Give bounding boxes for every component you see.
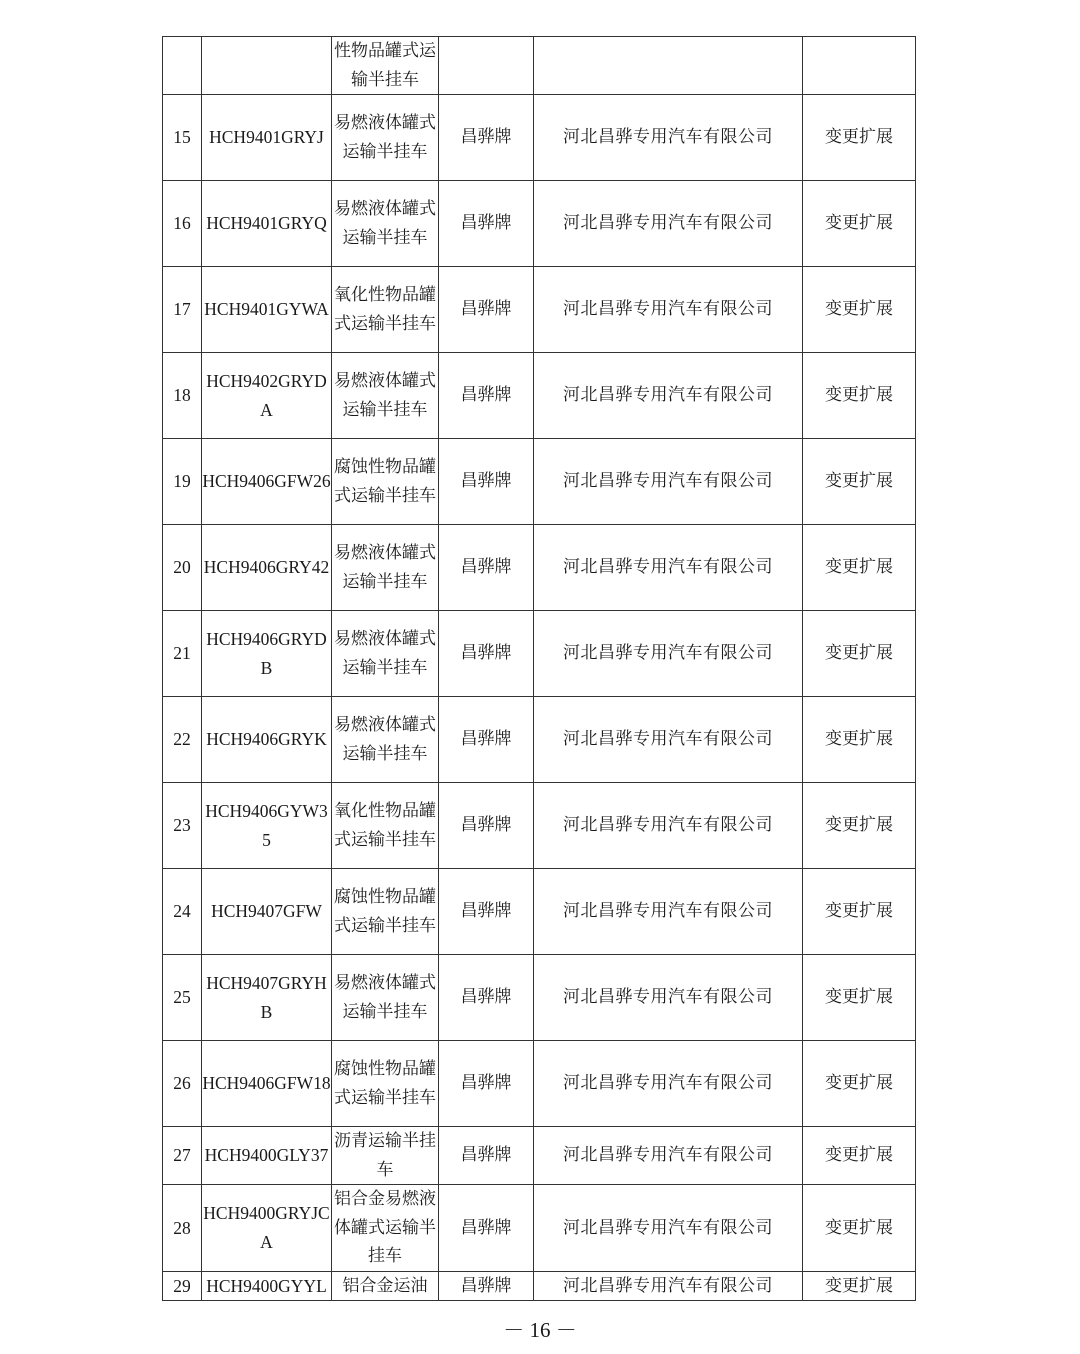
table-row [163, 1271, 916, 1301]
cell-model-number: HCH9406GYW35 [202, 783, 332, 869]
cell-manufacturer: 河北昌骅专用汽车有限公司 [534, 439, 803, 525]
cell-change-type: 变更扩展 [803, 611, 916, 697]
cell-vehicle-type: 易燃液体罐式运输半挂车 [332, 181, 439, 267]
cell-vehicle-type: 腐蚀性物品罐式运输半挂车 [332, 869, 439, 955]
cell-vehicle-type: 易燃液体罐式运输半挂车 [332, 955, 439, 1041]
table-row [163, 95, 916, 181]
cell-manufacturer: 河北昌骅专用汽车有限公司 [534, 1041, 803, 1127]
cell-model-number: HCH9401GYWA [202, 267, 332, 353]
table-row [163, 525, 916, 611]
cell-model-number: HCH9407GRYHB [202, 955, 332, 1041]
cell-serial-number: 15 [163, 95, 202, 181]
cell-model-number: HCH9402GRYDA [202, 353, 332, 439]
cell-model-number: HCH9401GRYJ [202, 95, 332, 181]
cell-serial-number: 24 [163, 869, 202, 955]
cell-manufacturer: 河北昌骅专用汽车有限公司 [534, 181, 803, 267]
cell-serial-number: 25 [163, 955, 202, 1041]
cell-serial-number: 27 [163, 1127, 202, 1185]
cell-serial-number: 20 [163, 525, 202, 611]
cell-model-number: HCH9406GFW26 [202, 439, 332, 525]
table-row [163, 697, 916, 783]
cell-vehicle-type: 易燃液体罐式运输半挂车 [332, 525, 439, 611]
cell-brand: 昌骅牌 [439, 525, 534, 611]
table-row [163, 1185, 916, 1272]
cell-brand: 昌骅牌 [439, 783, 534, 869]
table-row [163, 353, 916, 439]
cell-manufacturer: 河北昌骅专用汽车有限公司 [534, 525, 803, 611]
cell-serial-number: 26 [163, 1041, 202, 1127]
cell-model-number: HCH9406GFW18 [202, 1041, 332, 1127]
cell-manufacturer: 河北昌骅专用汽车有限公司 [534, 267, 803, 353]
cell-serial-number: 16 [163, 181, 202, 267]
table-body [163, 37, 916, 1301]
cell-vehicle-type: 腐蚀性物品罐式运输半挂车 [332, 1041, 439, 1127]
cell-change-type: 变更扩展 [803, 1127, 916, 1185]
cell-change-type: 变更扩展 [803, 525, 916, 611]
cell-vehicle-type: 易燃液体罐式运输半挂车 [332, 611, 439, 697]
cell-serial-number: 19 [163, 439, 202, 525]
cell-change-type: 变更扩展 [803, 697, 916, 783]
cell-manufacturer: 河北昌骅专用汽车有限公司 [534, 955, 803, 1041]
cell-manufacturer: 河北昌骅专用汽车有限公司 [534, 95, 803, 181]
cell-brand: 昌骅牌 [439, 267, 534, 353]
cell-serial-number: 29 [163, 1271, 202, 1301]
cell-brand: 昌骅牌 [439, 1041, 534, 1127]
cell-change-type: 变更扩展 [803, 353, 916, 439]
table-row [163, 869, 916, 955]
cell-model-number: HCH9401GRYQ [202, 181, 332, 267]
table-row [163, 37, 916, 95]
cell-manufacturer: 河北昌骅专用汽车有限公司 [534, 1127, 803, 1185]
cell-manufacturer: 河北昌骅专用汽车有限公司 [534, 697, 803, 783]
table-row [163, 267, 916, 353]
page-number: － 16 － [503, 1318, 577, 1342]
cell-serial-number: 21 [163, 611, 202, 697]
cell-model-number: HCH9406GRYDB [202, 611, 332, 697]
cell-brand: 昌骅牌 [439, 95, 534, 181]
table-row [163, 439, 916, 525]
table-row [163, 783, 916, 869]
cell-brand: 昌骅牌 [439, 353, 534, 439]
cell-manufacturer: 河北昌骅专用汽车有限公司 [534, 1185, 803, 1272]
cell-brand: 昌骅牌 [439, 1127, 534, 1185]
cell-serial-number: 28 [163, 1185, 202, 1272]
cell-serial-number: 22 [163, 697, 202, 783]
cell-brand: 昌骅牌 [439, 439, 534, 525]
cell-vehicle-type: 沥青运输半挂车 [332, 1127, 439, 1185]
table-row [163, 955, 916, 1041]
cell-change-type: 变更扩展 [803, 95, 916, 181]
cell-vehicle-type: 易燃液体罐式运输半挂车 [332, 95, 439, 181]
cell-change-type: 变更扩展 [803, 1185, 916, 1272]
cell-vehicle-type: 氧化性物品罐式运输半挂车 [332, 783, 439, 869]
cell-serial-number: 23 [163, 783, 202, 869]
cell-serial-number [163, 37, 202, 95]
cell-change-type: 变更扩展 [803, 1041, 916, 1127]
cell-vehicle-type: 易燃液体罐式运输半挂车 [332, 697, 439, 783]
cell-manufacturer [534, 37, 803, 95]
cell-brand: 昌骅牌 [439, 181, 534, 267]
cell-change-type: 变更扩展 [803, 1271, 916, 1301]
cell-brand: 昌骅牌 [439, 697, 534, 783]
cell-model-number [202, 37, 332, 95]
cell-model-number: HCH9400GYYL [202, 1271, 332, 1301]
cell-vehicle-type: 性物品罐式运输半挂车 [332, 37, 439, 95]
cell-change-type: 变更扩展 [803, 181, 916, 267]
cell-change-type: 变更扩展 [803, 267, 916, 353]
cell-serial-number: 18 [163, 353, 202, 439]
cell-vehicle-type: 铝合金易燃液体罐式运输半挂车 [332, 1185, 439, 1272]
cell-serial-number: 17 [163, 267, 202, 353]
cell-brand: 昌骅牌 [439, 611, 534, 697]
table-row [163, 1041, 916, 1127]
cell-vehicle-type: 铝合金运油 [332, 1271, 439, 1301]
cell-model-number: HCH9406GRY42 [202, 525, 332, 611]
table-row [163, 181, 916, 267]
cell-manufacturer: 河北昌骅专用汽车有限公司 [534, 869, 803, 955]
cell-model-number: HCH9400GLY37 [202, 1127, 332, 1185]
cell-manufacturer: 河北昌骅专用汽车有限公司 [534, 1271, 803, 1301]
cell-manufacturer: 河北昌骅专用汽车有限公司 [534, 783, 803, 869]
cell-manufacturer: 河北昌骅专用汽车有限公司 [534, 353, 803, 439]
cell-change-type: 变更扩展 [803, 439, 916, 525]
cell-manufacturer: 河北昌骅专用汽车有限公司 [534, 611, 803, 697]
cell-brand: 昌骅牌 [439, 869, 534, 955]
cell-change-type: 变更扩展 [803, 783, 916, 869]
cell-vehicle-type: 腐蚀性物品罐式运输半挂车 [332, 439, 439, 525]
cell-brand: 昌骅牌 [439, 955, 534, 1041]
cell-brand: 昌骅牌 [439, 1271, 534, 1301]
cell-change-type: 变更扩展 [803, 869, 916, 955]
cell-vehicle-type: 易燃液体罐式运输半挂车 [332, 353, 439, 439]
cell-brand: 昌骅牌 [439, 1185, 534, 1272]
table-row [163, 1127, 916, 1185]
cell-model-number: HCH9406GRYK [202, 697, 332, 783]
vehicle-catalog-table [162, 36, 916, 1301]
cell-change-type: 变更扩展 [803, 955, 916, 1041]
table-row [163, 611, 916, 697]
cell-brand [439, 37, 534, 95]
cell-model-number: HCH9400GRYJCA [202, 1185, 332, 1272]
cell-vehicle-type: 氧化性物品罐式运输半挂车 [332, 267, 439, 353]
cell-model-number: HCH9407GFW [202, 869, 332, 955]
cell-change-type [803, 37, 916, 95]
